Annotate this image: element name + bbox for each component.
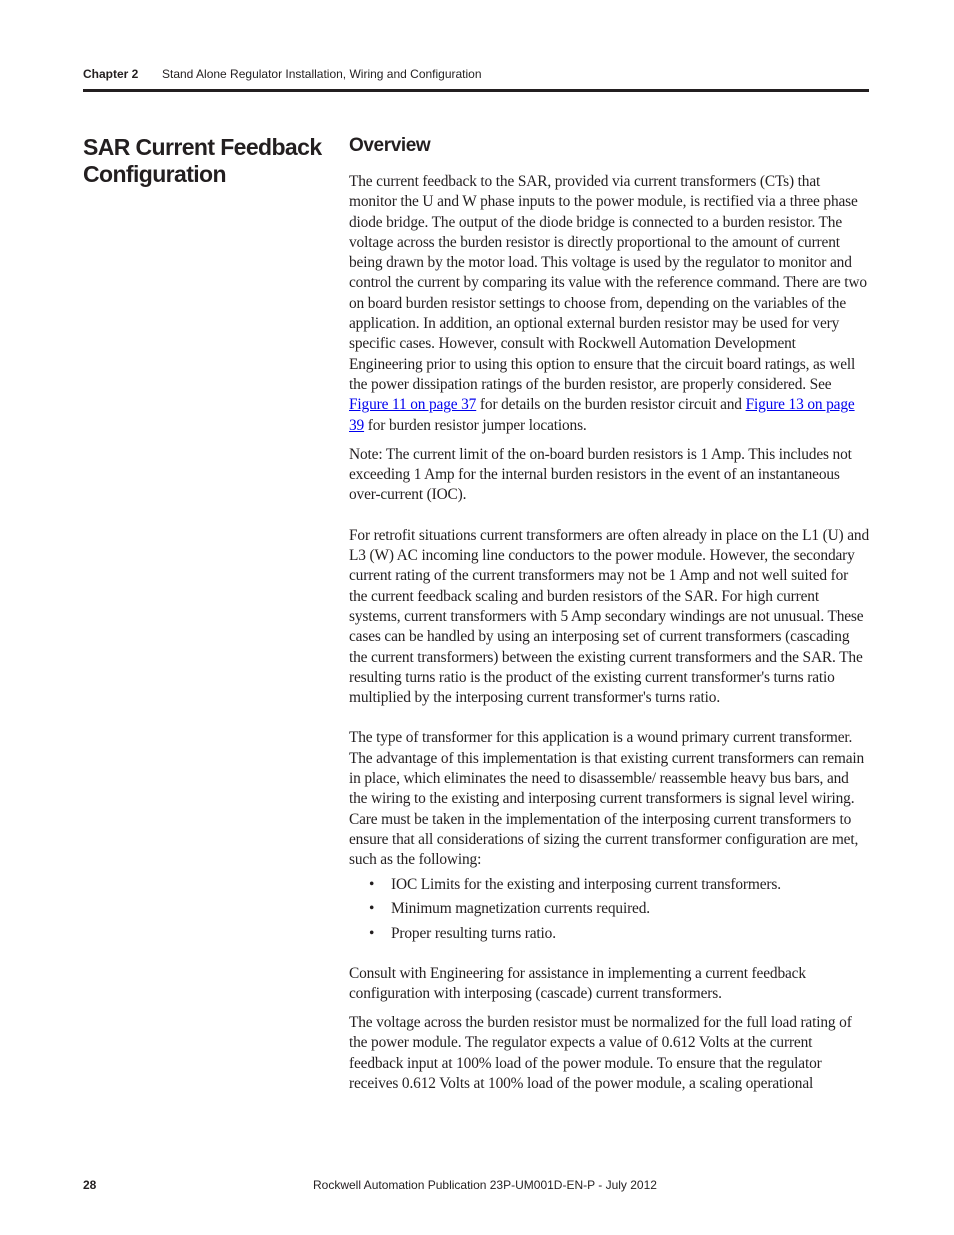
list-item-text: IOC Limits for the existing and interposing current transformers. [391,875,781,893]
paragraph-note: Note: The current limit of the on-board burden resistors is 1 Amp. This includes not exceeding 1 Amp for the internal burden resistors in the event of an instantaneous over-current (IOC). [349,445,852,504]
section-title: SAR Current Feedback Configuration [83,134,322,187]
paragraph-overview [349,172,869,436]
list-item [369,924,869,944]
paragraph-text: for details on the burden resistor circuit and [476,396,746,414]
paragraph-retrofit: For retrofit situations current transformers are often already in place on the L1 (U) and L3 (W) AC incoming line conductors to the power module. However, the secondary current rating of the current transformers may not be 1 Amp and not well suited for the current feedback scaling and burden resistors of the SAR. For high current systems, current transformers with 5 Amp secondary windings are not unusual. These cases can be handled by using an interposing set of current transformers (cascading the current transformers) between the existing current transformers and the SAR. The resulting turns ratio is the product of the existing current transformer's turns ratio multiplied by the interposing current transformer's turns ratio. [349,526,869,707]
chapter-label: Chapter 2 [83,67,139,81]
paragraph-normalization: The voltage across the burden resistor must be normalized for the full load rating of the power module. The regulator expects a value of 0.612 Volts at the current feedback input at 100% load of the power module. To ensure that the regulator receives 0.612 Volts at 100% load of the power module, a scaling operational [349,1014,852,1093]
figure-13-link[interactable]: Figure 13 on page 39 [349,396,855,434]
page-number: 28 [83,1178,97,1192]
list-item [369,899,869,919]
list-item-text: Minimum magnetization currents required. [391,900,650,918]
bullet-icon: • [369,900,375,918]
paragraph-text: for burden resistor jumper locations. [364,416,587,434]
figure-11-link[interactable]: Figure 11 on page 37 [349,396,477,414]
chapter-title: Stand Alone Regulator Installation, Wiring and Configuration [162,67,482,81]
publication-footer: Rockwell Automation Publication 23P-UM001D-EN-P - July 2012 [313,1178,657,1192]
running-header [83,66,869,82]
body-text [349,172,869,1094]
list-item-text: Proper resulting turns ratio. [391,925,556,943]
paragraph-consult: Consult with Engineering for assistance in implementing a current feedback configuration with interposing (cascade) current transformers. [349,964,806,1002]
paragraph-transformer-type: The type of transformer for this application is a wound primary current transformer. The advantage of this implementation is that existing current transformers can remain in place, which eliminates the need to disassemble/ reassemble heavy bus bars, and the wiring to the existing and interposing current transformers is signal level wiring. Care must be taken in the implementation of the interposing current transformers to ensure that all considerations of sizing the current transformer configuration are met, such as the following: [349,729,865,869]
list-item [369,875,869,895]
header-rule [83,89,869,92]
considerations-list [349,875,869,945]
bullet-icon: • [369,925,375,943]
bullet-icon: • [369,875,375,893]
paragraph-text: The current feedback to the SAR, provided via current transformers (CTs) that monitor the U and W phase inputs to the power module, is rectified via a three phase diode bridge. The output of the diode bridge is connected to a burden resistor. The voltage across the burden resistor is directly proportional to the amount of current being drawn by the motor load. This voltage is used by the regulator to monitor and control the current by comparing its value with the reference command. There are two on board burden resistor settings to choose from, depending on the variables of the application. In addition, an optional external burden resistor may be used for very specific cases. However, consult with Rockwell Automation Development Engineering prior to using this option to ensure that the circuit board ratings, as well the power dissipation ratings of the burden resistor, are properly considered. See [349,173,867,393]
subsection-title: Overview [349,135,431,156]
